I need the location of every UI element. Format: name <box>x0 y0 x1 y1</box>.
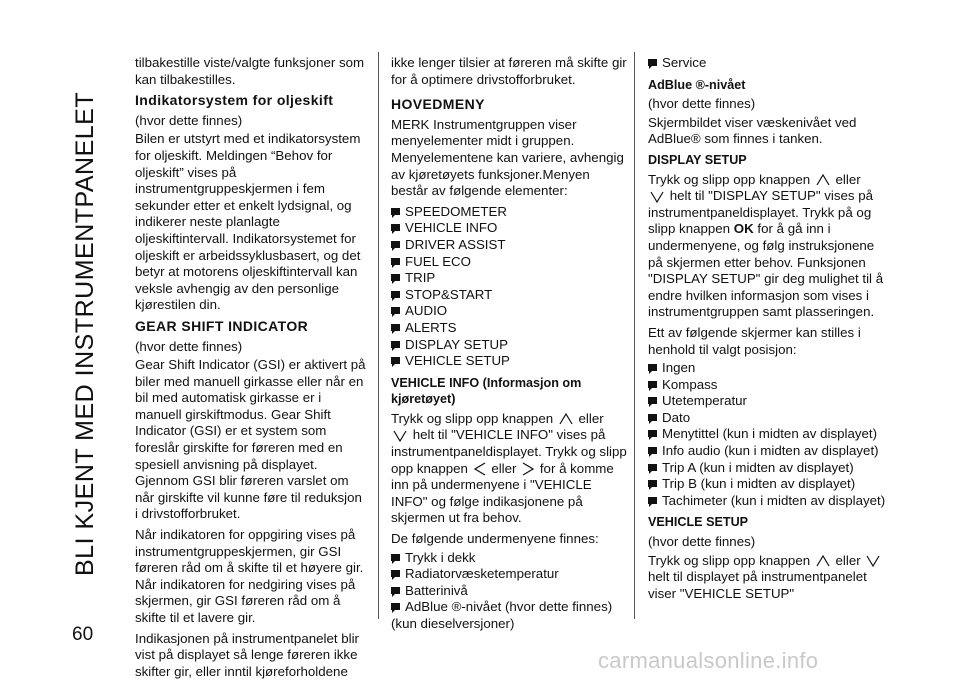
main-menu-list <box>391 204 627 370</box>
bullet-icon <box>648 414 657 421</box>
bullet-icon <box>648 430 657 437</box>
heading-gear-shift-indicator: GEAR SHIFT INDICATOR <box>135 317 309 334</box>
list-item: VEHICLE INFO <box>391 220 627 237</box>
list-item: Dato <box>648 410 888 427</box>
bullet-icon <box>391 307 400 314</box>
display-position-options-list <box>648 360 888 509</box>
vehicle-info-submenu-list <box>391 550 627 616</box>
bullet-icon <box>391 357 400 364</box>
paragraph: Bilen er utstyrt med et indikatorsystem for oljeskift. Meldingen “Behov for oljeskift” vises på instrumentgruppeskjermen i fem sekunder etter et enkelt lydsignal, og indikerer neste planlagte oljeskiftintervall. Indikatorsystemet for oljeskift er arbeidssyklusbasert, og det betyr at motorens oljeskiftintervall kan veksle avhengig av den personlige kjørestilen din. <box>135 131 361 313</box>
list-item: Menytittel (kun i midten av displayet) <box>648 426 888 443</box>
arrow-up-icon <box>816 555 830 567</box>
bullet-icon <box>391 258 400 265</box>
paragraph: Trykk og slipp opp knappen eller helt til "VEHICLE INFO" vises på instrumentpaneldisplayet. Trykk og slipp opp knappen eller for å komme inn på undermenyene i "VEHICLE INFO" og følge indikasjonene på skjermen ut fra behov. <box>391 410 627 526</box>
paragraph: ikke lenger tilsier at føreren må skifte gir for å optimere drivstofforbruket. <box>391 55 627 87</box>
ok-button-label: OK <box>733 221 754 237</box>
availability-note: (hvor dette finnes) <box>648 534 756 550</box>
page-number: 60 <box>72 624 94 645</box>
bullet-icon <box>648 59 657 66</box>
heading-display-setup: DISPLAY SETUP <box>648 152 747 167</box>
column-divider <box>378 52 379 619</box>
arrow-right-icon <box>522 462 534 476</box>
bullet-icon <box>391 324 400 331</box>
list-item: Service <box>648 55 888 72</box>
list-item: Kompass <box>648 377 888 394</box>
column-2 <box>391 55 627 637</box>
paragraph: De følgende undermenyene finnes: <box>391 531 599 547</box>
bullet-icon <box>648 480 657 487</box>
heading-oil-change-indicator: Indikatorsystem for oljeskift <box>135 92 334 109</box>
heading-vehicle-info: VEHICLE INFO (Informasjon om kjøretøyet) <box>391 375 582 407</box>
paragraph: (kun dieselversjoner) <box>391 616 515 631</box>
availability-note: (hvor dette finnes) <box>135 112 243 128</box>
bullet-icon <box>391 274 400 281</box>
bullet-icon <box>648 364 657 371</box>
bullet-icon <box>648 447 657 454</box>
list-item: VEHICLE SETUP <box>391 353 627 370</box>
list-item: TRIP <box>391 270 627 287</box>
list-item: Trykk i dekk <box>391 550 627 567</box>
paragraph: Ett av følgende skjermer kan stilles i henhold til valgt posisjon: <box>648 324 861 357</box>
heading-vehicle-setup: VEHICLE SETUP <box>648 515 749 530</box>
list-item: Utetemperatur <box>648 393 888 410</box>
list-item: SPEEDOMETER <box>391 204 627 221</box>
vehicle-info-submenu-continued <box>648 55 888 72</box>
bullet-icon <box>391 587 400 594</box>
paragraph: Når indikatoren for oppgiring vises på instrumentgruppeskjermen, gir GSI føreren råd om å skifte til et høyere gir. Når indikatoren for nedgiring vises på skjermen, gir GSI føreren råd om å skifte til et lavere gir. <box>135 527 364 625</box>
paragraph: Trykk og slipp opp knappen eller helt til displayet på instrumentpanelet viser "VEHICLE SETUP" <box>648 553 888 603</box>
paragraph: Gear Shift Indicator (GSI) er aktivert på biler med manuell girkasse eller når en bil med automatisk girkasse er i manuell girskiftmodus. Gear Shift Indicator (GSI) er et system som foreslår girskifte for føreren med en spesiell anvisning på displayet. Gjennom GSI blir føreren varslet om når girskifte vil kunne føre til reduksjon i drivstofforbruket. <box>135 357 366 522</box>
paragraph: tilbakestille viste/valgte funksjoner som kan tilbakestilles. <box>135 55 365 87</box>
arrow-down-icon <box>866 555 880 567</box>
arrow-left-icon <box>474 462 486 476</box>
list-item: Ingen <box>648 360 888 377</box>
arrow-down-icon <box>393 430 407 442</box>
list-item: Batterinivå <box>391 583 627 600</box>
bullet-icon <box>648 464 657 471</box>
availability-note: (hvor dette finnes) <box>135 338 243 354</box>
paragraph: Trykk og slipp opp knappen eller helt til "DISPLAY SETUP" vises på instrumentpaneldisplayet. Trykk på og slipp knappen OK for å gå inn i undermenyene, og følg instruksjonene på skjermen etter behov. Funksjonen "DISPLAY SETUP" gir deg mulighet til å endre hvilken informasjon som vises i instrumentgruppen samt plasseringen. <box>648 171 884 320</box>
bullet-icon <box>648 497 657 504</box>
column-divider <box>634 52 635 619</box>
bullet-icon <box>391 603 400 610</box>
section-title-text: BLI KJENT MED INSTRUMENTPANELET <box>71 91 99 576</box>
bullet-icon <box>648 397 657 404</box>
list-item: FUEL ECO <box>391 254 627 271</box>
list-item: ALERTS <box>391 320 627 337</box>
arrow-down-icon <box>650 191 664 203</box>
bullet-icon <box>391 224 400 231</box>
list-item: Radiatorvæsketemperatur <box>391 566 627 583</box>
list-item: Info audio (kun i midten av displayet) <box>648 443 888 460</box>
paragraph: Indikasjonen på instrumentpanelet blir vist på displayet så lenge føreren ikke skifter gir, eller inntil kjøreforholdene <box>135 630 359 679</box>
list-item: Tachimeter (kun i midten av displayet) <box>648 493 888 510</box>
list-item: DRIVER ASSIST <box>391 237 627 254</box>
arrow-up-icon <box>559 413 573 425</box>
bullet-icon <box>391 241 400 248</box>
list-item: Trip B (kun i midten av displayet) <box>648 476 888 493</box>
bullet-icon <box>391 554 400 561</box>
bullet-icon <box>391 208 400 215</box>
list-item: STOP&START <box>391 287 627 304</box>
bullet-icon <box>648 381 657 388</box>
list-item: DISPLAY SETUP <box>391 337 627 354</box>
watermark: carmanualsonline.info <box>598 648 819 673</box>
bullet-icon <box>391 570 400 577</box>
column-1 <box>135 55 367 684</box>
list-item: AUDIO <box>391 303 627 320</box>
note: MERK Instrumentgruppen viser menyelementer midt i gruppen. Menyelementene kan variere, avhengig av kjøretøyets funksjoner.Menyen består av følgende elementer: <box>391 116 624 199</box>
arrow-up-icon <box>816 174 830 186</box>
paragraph: Skjermbildet viser væskenivået ved AdBlue® som finnes i tanken. <box>648 114 857 147</box>
section-title-vertical <box>60 46 110 576</box>
availability-note: (hvor dette finnes) <box>648 96 756 112</box>
column-3 <box>648 55 888 606</box>
heading-main-menu: HOVEDMENY <box>391 96 485 113</box>
heading-adblue-level: AdBlue ®-nivået <box>648 77 746 92</box>
list-item: AdBlue ®-nivået (hvor dette finnes) <box>391 599 627 616</box>
list-item: Trip A (kun i midten av displayet) <box>648 460 888 477</box>
bullet-icon <box>391 291 400 298</box>
bullet-icon <box>391 341 400 348</box>
